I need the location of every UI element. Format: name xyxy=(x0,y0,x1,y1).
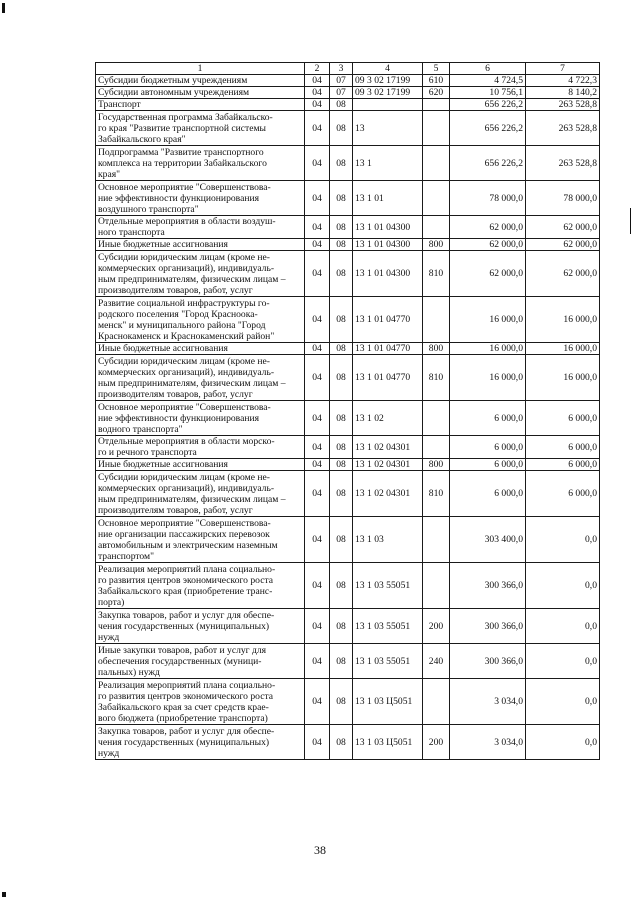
row-target-article-cell: 09 3 02 17199 xyxy=(353,75,423,87)
table-row xyxy=(96,111,600,146)
row-name-cell: Закупка товаров, работ и услуг для обеспе- чения государственных (муниципальных) нужд xyxy=(96,609,305,644)
row-section-cell: 04 xyxy=(305,111,330,146)
row-target-article-cell: 13 1 xyxy=(353,146,423,181)
row-section-cell: 04 xyxy=(305,679,330,725)
row-section-cell: 04 xyxy=(305,87,330,99)
row-target-article-cell: 13 1 01 04300 xyxy=(353,251,423,297)
row-name-cell: Основное мероприятие "Совершенствова- ние организации пассажирских перевозок автомобильным и электрическим наземным транспортом" xyxy=(96,517,305,563)
row-section-cell: 04 xyxy=(305,459,330,471)
row-amount-executed-cell: 0,0 xyxy=(526,517,600,563)
table-row xyxy=(96,181,600,216)
row-amount-planned-cell: 6 000,0 xyxy=(450,471,526,517)
table-row xyxy=(96,436,600,459)
header-cell: 4 xyxy=(353,63,423,75)
row-amount-executed-cell: 6 000,0 xyxy=(526,436,600,459)
row-section-cell: 04 xyxy=(305,297,330,343)
row-amount-executed-cell: 263 528,8 xyxy=(526,111,600,146)
table-body xyxy=(96,75,600,760)
row-expense-type-cell: 200 xyxy=(423,609,450,644)
row-target-article-cell: 09 3 02 17199 xyxy=(353,87,423,99)
row-amount-executed-cell: 78 000,0 xyxy=(526,181,600,216)
row-name-cell: Отдельные мероприятия в области воздуш- ного транспорта xyxy=(96,216,305,239)
row-amount-planned-cell: 78 000,0 xyxy=(450,181,526,216)
row-amount-executed-cell: 0,0 xyxy=(526,644,600,679)
row-target-article-cell: 13 1 01 04770 xyxy=(353,355,423,401)
scan-mark-top-left xyxy=(2,3,5,13)
table-row xyxy=(96,355,600,401)
row-amount-executed-cell: 4 722,3 xyxy=(526,75,600,87)
header-cell: 2 xyxy=(305,63,330,75)
row-amount-executed-cell: 0,0 xyxy=(526,725,600,760)
row-subsection-cell: 08 xyxy=(330,401,353,436)
table-row xyxy=(96,725,600,760)
row-expense-type-cell: 810 xyxy=(423,251,450,297)
row-name-cell: Реализация мероприятий плана социально- го развития центров экономического роста Забайкальского края за счет средств крае- вого бюджета (приобретение транспорта) xyxy=(96,679,305,725)
row-name-cell: Иные бюджетные ассигнования xyxy=(96,459,305,471)
row-section-cell: 04 xyxy=(305,216,330,239)
table-row xyxy=(96,75,600,87)
row-expense-type-cell xyxy=(423,401,450,436)
row-amount-planned-cell: 62 000,0 xyxy=(450,216,526,239)
row-section-cell: 04 xyxy=(305,563,330,609)
row-expense-type-cell: 800 xyxy=(423,239,450,251)
row-target-article-cell: 13 1 01 xyxy=(353,181,423,216)
row-expense-type-cell xyxy=(423,146,450,181)
row-amount-planned-cell: 62 000,0 xyxy=(450,251,526,297)
row-expense-type-cell xyxy=(423,297,450,343)
row-section-cell: 04 xyxy=(305,517,330,563)
row-amount-executed-cell: 0,0 xyxy=(526,609,600,644)
row-target-article-cell: 13 1 03 55051 xyxy=(353,644,423,679)
row-target-article-cell xyxy=(353,99,423,111)
row-section-cell: 04 xyxy=(305,343,330,355)
row-subsection-cell: 08 xyxy=(330,471,353,517)
row-amount-executed-cell: 6 000,0 xyxy=(526,471,600,517)
row-amount-executed-cell: 6 000,0 xyxy=(526,459,600,471)
row-name-cell: Закупка товаров, работ и услуг для обеспе- чения государственных (муниципальных) нужд xyxy=(96,725,305,760)
row-amount-executed-cell: 263 528,8 xyxy=(526,99,600,111)
row-amount-executed-cell: 6 000,0 xyxy=(526,401,600,436)
header-cell: 1 xyxy=(96,63,305,75)
row-section-cell: 04 xyxy=(305,609,330,644)
row-amount-planned-cell: 3 034,0 xyxy=(450,725,526,760)
row-name-cell: Субсидии бюджетным учреждениям xyxy=(96,75,305,87)
row-amount-planned-cell: 3 034,0 xyxy=(450,679,526,725)
row-target-article-cell: 13 1 02 04301 xyxy=(353,436,423,459)
row-name-cell: Субсидии автономным учреждениям xyxy=(96,87,305,99)
row-subsection-cell: 08 xyxy=(330,99,353,111)
row-amount-executed-cell: 0,0 xyxy=(526,679,600,725)
row-subsection-cell: 08 xyxy=(330,343,353,355)
row-section-cell: 04 xyxy=(305,181,330,216)
row-target-article-cell: 13 1 01 04770 xyxy=(353,343,423,355)
row-amount-planned-cell: 16 000,0 xyxy=(450,343,526,355)
row-amount-executed-cell: 16 000,0 xyxy=(526,355,600,401)
row-target-article-cell: 13 1 03 Ц5051 xyxy=(353,679,423,725)
row-name-cell: Иные закупки товаров, работ и услуг для обеспечения государственных (муници- пальных) нужд xyxy=(96,644,305,679)
row-target-article-cell: 13 1 02 xyxy=(353,401,423,436)
row-amount-planned-cell: 16 000,0 xyxy=(450,355,526,401)
row-target-article-cell: 13 1 03 xyxy=(353,517,423,563)
row-subsection-cell: 08 xyxy=(330,644,353,679)
table-row xyxy=(96,251,600,297)
row-amount-executed-cell: 62 000,0 xyxy=(526,239,600,251)
row-subsection-cell: 08 xyxy=(330,609,353,644)
row-subsection-cell: 08 xyxy=(330,297,353,343)
row-amount-executed-cell: 62 000,0 xyxy=(526,216,600,239)
header-cell: 6 xyxy=(450,63,526,75)
table-row xyxy=(96,146,600,181)
table-row xyxy=(96,609,600,644)
row-section-cell: 04 xyxy=(305,355,330,401)
row-name-cell: Иные бюджетные ассигнования xyxy=(96,239,305,251)
table-row xyxy=(96,87,600,99)
row-expense-type-cell xyxy=(423,517,450,563)
row-subsection-cell: 08 xyxy=(330,181,353,216)
row-amount-planned-cell: 6 000,0 xyxy=(450,459,526,471)
row-section-cell: 04 xyxy=(305,146,330,181)
table-row xyxy=(96,216,600,239)
row-name-cell: Основное мероприятие "Совершенствова- ние эффективности функционирования воздушного транспорта" xyxy=(96,181,305,216)
row-amount-planned-cell: 300 366,0 xyxy=(450,563,526,609)
row-expense-type-cell: 810 xyxy=(423,471,450,517)
row-amount-planned-cell: 656 226,2 xyxy=(450,99,526,111)
row-amount-planned-cell: 6 000,0 xyxy=(450,401,526,436)
row-expense-type-cell xyxy=(423,436,450,459)
row-amount-planned-cell: 10 756,1 xyxy=(450,87,526,99)
budget-table xyxy=(95,62,600,760)
row-expense-type-cell xyxy=(423,99,450,111)
table-row xyxy=(96,239,600,251)
table-row xyxy=(96,459,600,471)
row-subsection-cell: 08 xyxy=(330,239,353,251)
row-amount-planned-cell: 300 366,0 xyxy=(450,609,526,644)
row-name-cell: Субсидии юридическим лицам (кроме не- коммерческих организаций), индивидуаль- ным предпринимателям, физическим лицам – производителям товаров, работ, услуг xyxy=(96,355,305,401)
row-amount-planned-cell: 656 226,2 xyxy=(450,146,526,181)
row-amount-executed-cell: 263 528,8 xyxy=(526,146,600,181)
scan-mark-right xyxy=(630,208,631,234)
row-name-cell: Субсидии юридическим лицам (кроме не- коммерческих организаций), индивидуаль- ным предпринимателям, физическим лицам – производителям товаров, работ, услуг xyxy=(96,251,305,297)
row-section-cell: 04 xyxy=(305,471,330,517)
header-cell: 3 xyxy=(330,63,353,75)
row-target-article-cell: 13 1 02 04301 xyxy=(353,459,423,471)
row-amount-executed-cell: 16 000,0 xyxy=(526,343,600,355)
row-subsection-cell: 08 xyxy=(330,517,353,563)
row-subsection-cell: 08 xyxy=(330,111,353,146)
row-section-cell: 04 xyxy=(305,644,330,679)
row-expense-type-cell: 200 xyxy=(423,725,450,760)
header-row xyxy=(96,63,600,75)
row-expense-type-cell: 800 xyxy=(423,459,450,471)
row-expense-type-cell: 620 xyxy=(423,87,450,99)
row-expense-type-cell: 610 xyxy=(423,75,450,87)
row-amount-planned-cell: 656 226,2 xyxy=(450,111,526,146)
row-section-cell: 04 xyxy=(305,725,330,760)
row-section-cell: 04 xyxy=(305,99,330,111)
row-subsection-cell: 08 xyxy=(330,679,353,725)
row-subsection-cell: 08 xyxy=(330,355,353,401)
row-section-cell: 04 xyxy=(305,436,330,459)
row-section-cell: 04 xyxy=(305,75,330,87)
table-row xyxy=(96,644,600,679)
row-expense-type-cell xyxy=(423,216,450,239)
row-name-cell: Субсидии юридическим лицам (кроме не- коммерческих организаций), индивидуаль- ным предпринимателям, физическим лицам – производителям товаров, работ, услуг xyxy=(96,471,305,517)
table-row xyxy=(96,679,600,725)
row-amount-executed-cell: 62 000,0 xyxy=(526,251,600,297)
row-target-article-cell: 13 1 01 04300 xyxy=(353,216,423,239)
row-name-cell: Основное мероприятие "Совершенствова- ние эффективности функционирования водного транспорта" xyxy=(96,401,305,436)
row-name-cell: Подпрограмма "Развитие транспортного комплекса на территории Забайкальского края" xyxy=(96,146,305,181)
row-amount-executed-cell: 16 000,0 xyxy=(526,297,600,343)
row-expense-type-cell: 240 xyxy=(423,644,450,679)
table-row xyxy=(96,99,600,111)
row-name-cell: Отдельные мероприятия в области морско- го и речного транспорта xyxy=(96,436,305,459)
row-subsection-cell: 08 xyxy=(330,436,353,459)
row-expense-type-cell: 800 xyxy=(423,343,450,355)
row-amount-planned-cell: 6 000,0 xyxy=(450,436,526,459)
row-name-cell: Реализация мероприятий плана социально- го развития центров экономического роста Забайкальского края (приобретение транс- порта) xyxy=(96,563,305,609)
row-target-article-cell: 13 1 01 04300 xyxy=(353,239,423,251)
row-section-cell: 04 xyxy=(305,251,330,297)
row-expense-type-cell xyxy=(423,563,450,609)
row-section-cell: 04 xyxy=(305,401,330,436)
header-cell: 5 xyxy=(423,63,450,75)
table-row xyxy=(96,471,600,517)
row-section-cell: 04 xyxy=(305,239,330,251)
row-expense-type-cell: 810 xyxy=(423,355,450,401)
table-row xyxy=(96,517,600,563)
row-name-cell: Транспорт xyxy=(96,99,305,111)
row-amount-planned-cell: 16 000,0 xyxy=(450,297,526,343)
row-subsection-cell: 08 xyxy=(330,459,353,471)
page-number: 38 xyxy=(314,843,326,857)
table-row xyxy=(96,563,600,609)
row-target-article-cell: 13 xyxy=(353,111,423,146)
table-row xyxy=(96,297,600,343)
row-amount-planned-cell: 303 400,0 xyxy=(450,517,526,563)
table-row xyxy=(96,401,600,436)
row-subsection-cell: 07 xyxy=(330,75,353,87)
row-name-cell: Государственная программа Забайкальско- го края "Развитие транспортной системы Забайкальского края" xyxy=(96,111,305,146)
row-amount-executed-cell: 0,0 xyxy=(526,563,600,609)
table-row xyxy=(96,343,600,355)
row-amount-executed-cell: 8 140,2 xyxy=(526,87,600,99)
row-expense-type-cell xyxy=(423,181,450,216)
row-amount-planned-cell: 300 366,0 xyxy=(450,644,526,679)
row-target-article-cell: 13 1 01 04770 xyxy=(353,297,423,343)
row-expense-type-cell xyxy=(423,111,450,146)
row-amount-planned-cell: 4 724,5 xyxy=(450,75,526,87)
row-target-article-cell: 13 1 03 55051 xyxy=(353,609,423,644)
row-subsection-cell: 08 xyxy=(330,725,353,760)
row-amount-planned-cell: 62 000,0 xyxy=(450,239,526,251)
row-expense-type-cell xyxy=(423,679,450,725)
row-subsection-cell: 08 xyxy=(330,251,353,297)
table-header xyxy=(96,63,600,75)
row-target-article-cell: 13 1 02 04301 xyxy=(353,471,423,517)
scan-mark-bottom-left xyxy=(2,892,6,897)
header-cell: 7 xyxy=(526,63,600,75)
row-target-article-cell: 13 1 03 55051 xyxy=(353,563,423,609)
row-subsection-cell: 08 xyxy=(330,146,353,181)
row-name-cell: Иные бюджетные ассигнования xyxy=(96,343,305,355)
row-subsection-cell: 08 xyxy=(330,216,353,239)
row-subsection-cell: 08 xyxy=(330,563,353,609)
row-subsection-cell: 07 xyxy=(330,87,353,99)
row-name-cell: Развитие социальной инфраструктуры го- родского поселения "Город Красноока- менск" и муниципального района "Город Краснокаменск и Краснокаменский район" xyxy=(96,297,305,343)
row-target-article-cell: 13 1 03 Ц5051 xyxy=(353,725,423,760)
